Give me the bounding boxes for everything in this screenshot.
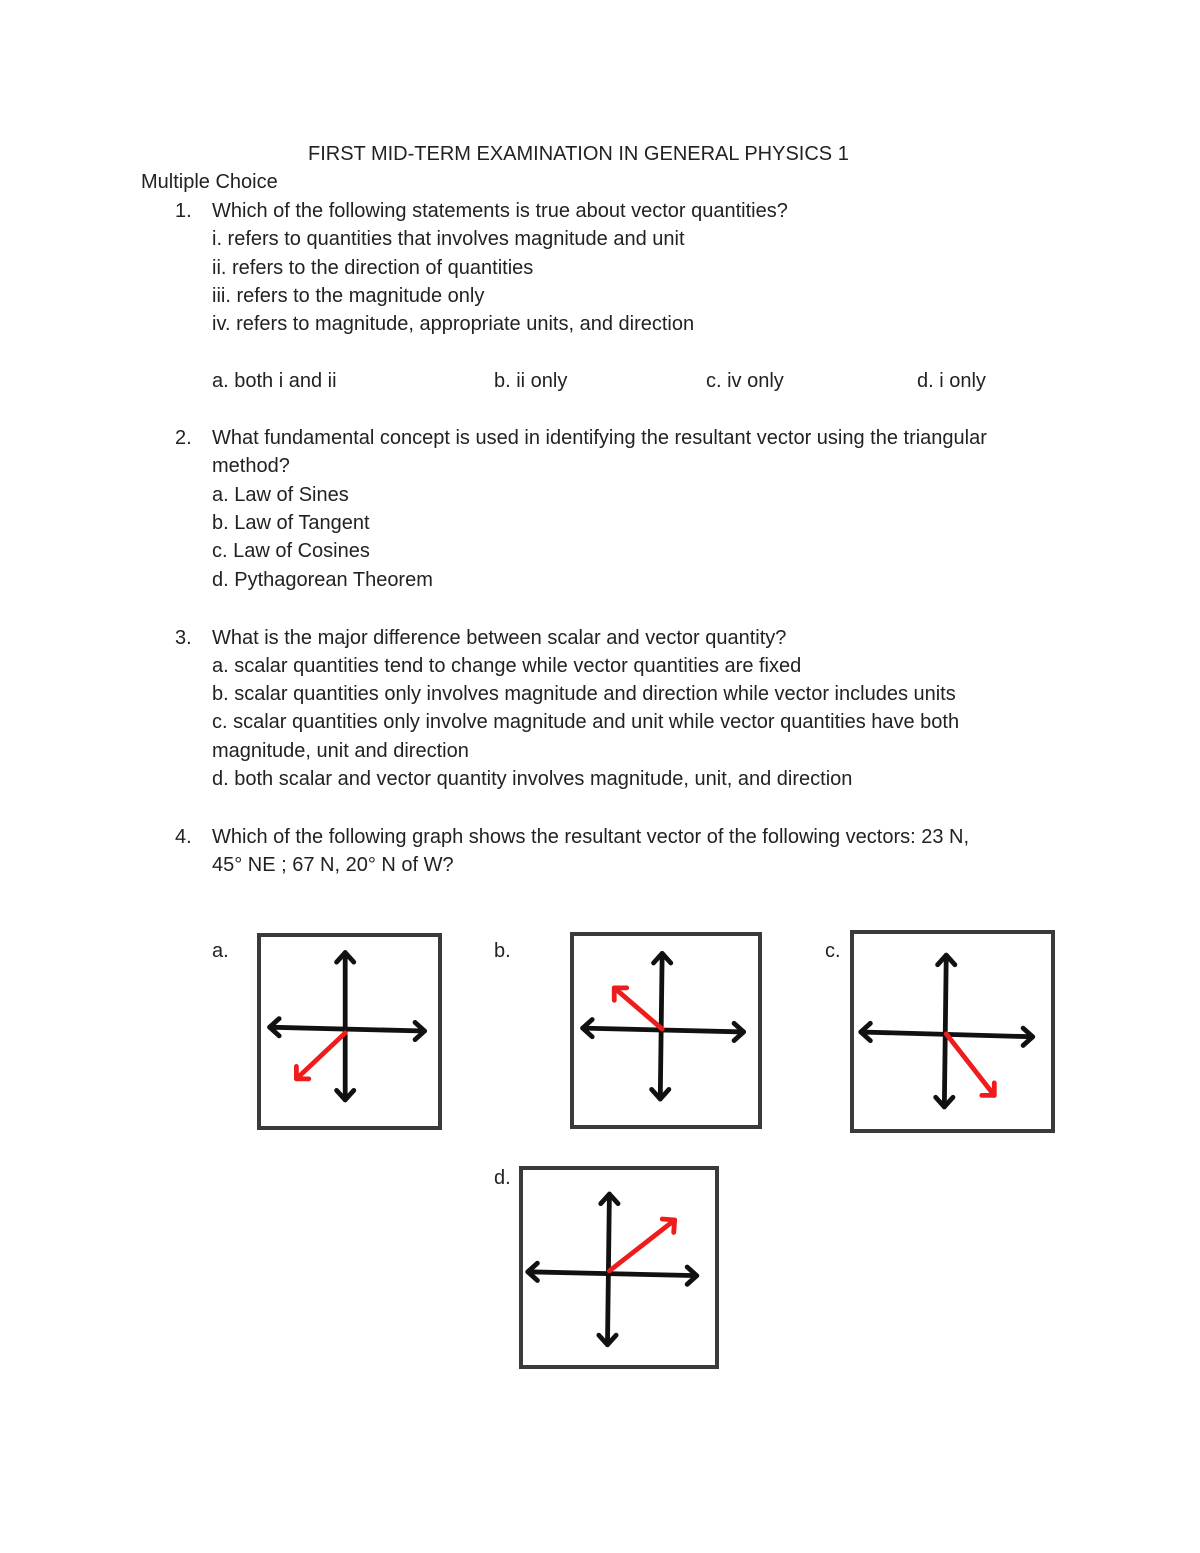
question-3-choice-b[interactable]: b. scalar quantities only involves magnitude and direction while vector includes units — [212, 683, 956, 705]
question-1-number: 1. — [175, 200, 192, 222]
graph-d-horizontal-axis — [528, 1272, 697, 1276]
graph-b-vector-diagram — [574, 936, 758, 1125]
graph-a-frame[interactable] — [257, 933, 442, 1130]
question-1-choice-b[interactable]: b. ii only — [494, 370, 568, 392]
question-2-number: 2. — [175, 427, 192, 449]
question-1-choice-d[interactable]: d. i only — [917, 370, 986, 392]
graph-a-vector-diagram — [261, 937, 438, 1126]
question-2-choice-a[interactable]: a. Law of Sines — [212, 484, 349, 506]
question-1-statement: ii. refers to the direction of quantities — [212, 257, 534, 279]
graph-c-resultant-vector — [946, 1034, 994, 1095]
question-4-text: 45° NE ; 67 N, 20° N of W? — [212, 854, 454, 876]
graph-b-resultant-vector — [614, 988, 662, 1029]
graph-b-label[interactable]: b. — [494, 940, 511, 962]
question-3-choice-a[interactable]: a. scalar quantities tend to change while vector quantities are fixed — [212, 655, 802, 677]
graph-c-vector-diagram — [854, 934, 1051, 1129]
question-1-choice-a[interactable]: a. both i and ii — [212, 370, 337, 392]
graph-c-frame[interactable] — [850, 930, 1055, 1133]
graph-d-frame[interactable] — [519, 1166, 719, 1369]
question-1-text: Which of the following statements is true about vector quantities? — [212, 200, 788, 222]
question-3-choice-c-continued[interactable]: magnitude, unit and direction — [212, 740, 469, 762]
question-1-statement: iv. refers to magnitude, appropriate units, and direction — [212, 313, 695, 335]
question-3-text: What is the major difference between scalar and vector quantity? — [212, 627, 787, 649]
question-3-number: 3. — [175, 627, 192, 649]
graph-b-frame[interactable] — [570, 932, 762, 1129]
question-4-number: 4. — [175, 826, 192, 848]
question-1-statement: i. refers to quantities that involves magnitude and unit — [212, 228, 685, 250]
graph-d-vector-diagram — [523, 1170, 715, 1365]
graph-c-label[interactable]: c. — [825, 940, 841, 962]
question-2-choice-b[interactable]: b. Law of Tangent — [212, 512, 370, 534]
section-heading: Multiple Choice — [141, 171, 278, 193]
graph-d-resultant-vector — [609, 1220, 674, 1271]
question-1-choice-c[interactable]: c. iv only — [706, 370, 784, 392]
question-3-choice-c[interactable]: c. scalar quantities only involve magnitude and unit while vector quantities have both — [212, 711, 960, 733]
graph-d-label[interactable]: d. — [494, 1167, 511, 1189]
exam-title: FIRST MID-TERM EXAMINATION IN GENERAL PHYSICS 1 — [308, 143, 849, 165]
question-2-text: method? — [212, 455, 290, 477]
question-3-choice-d[interactable]: d. both scalar and vector quantity involves magnitude, unit, and direction — [212, 768, 853, 790]
question-4-text: Which of the following graph shows the resultant vector of the following vectors: 23 N, — [212, 826, 970, 848]
question-1-statement: iii. refers to the magnitude only — [212, 285, 485, 307]
graph-a-label[interactable]: a. — [212, 940, 229, 962]
question-2-text: What fundamental concept is used in identifying the resultant vector using the triangular — [212, 427, 987, 449]
graph-c-vertical-axis — [944, 955, 946, 1107]
question-2-choice-c[interactable]: c. Law of Cosines — [212, 540, 370, 562]
question-2-choice-d[interactable]: d. Pythagorean Theorem — [212, 569, 433, 591]
graph-a-resultant-vector — [296, 1033, 345, 1079]
graph-a-horizontal-axis — [270, 1027, 425, 1031]
